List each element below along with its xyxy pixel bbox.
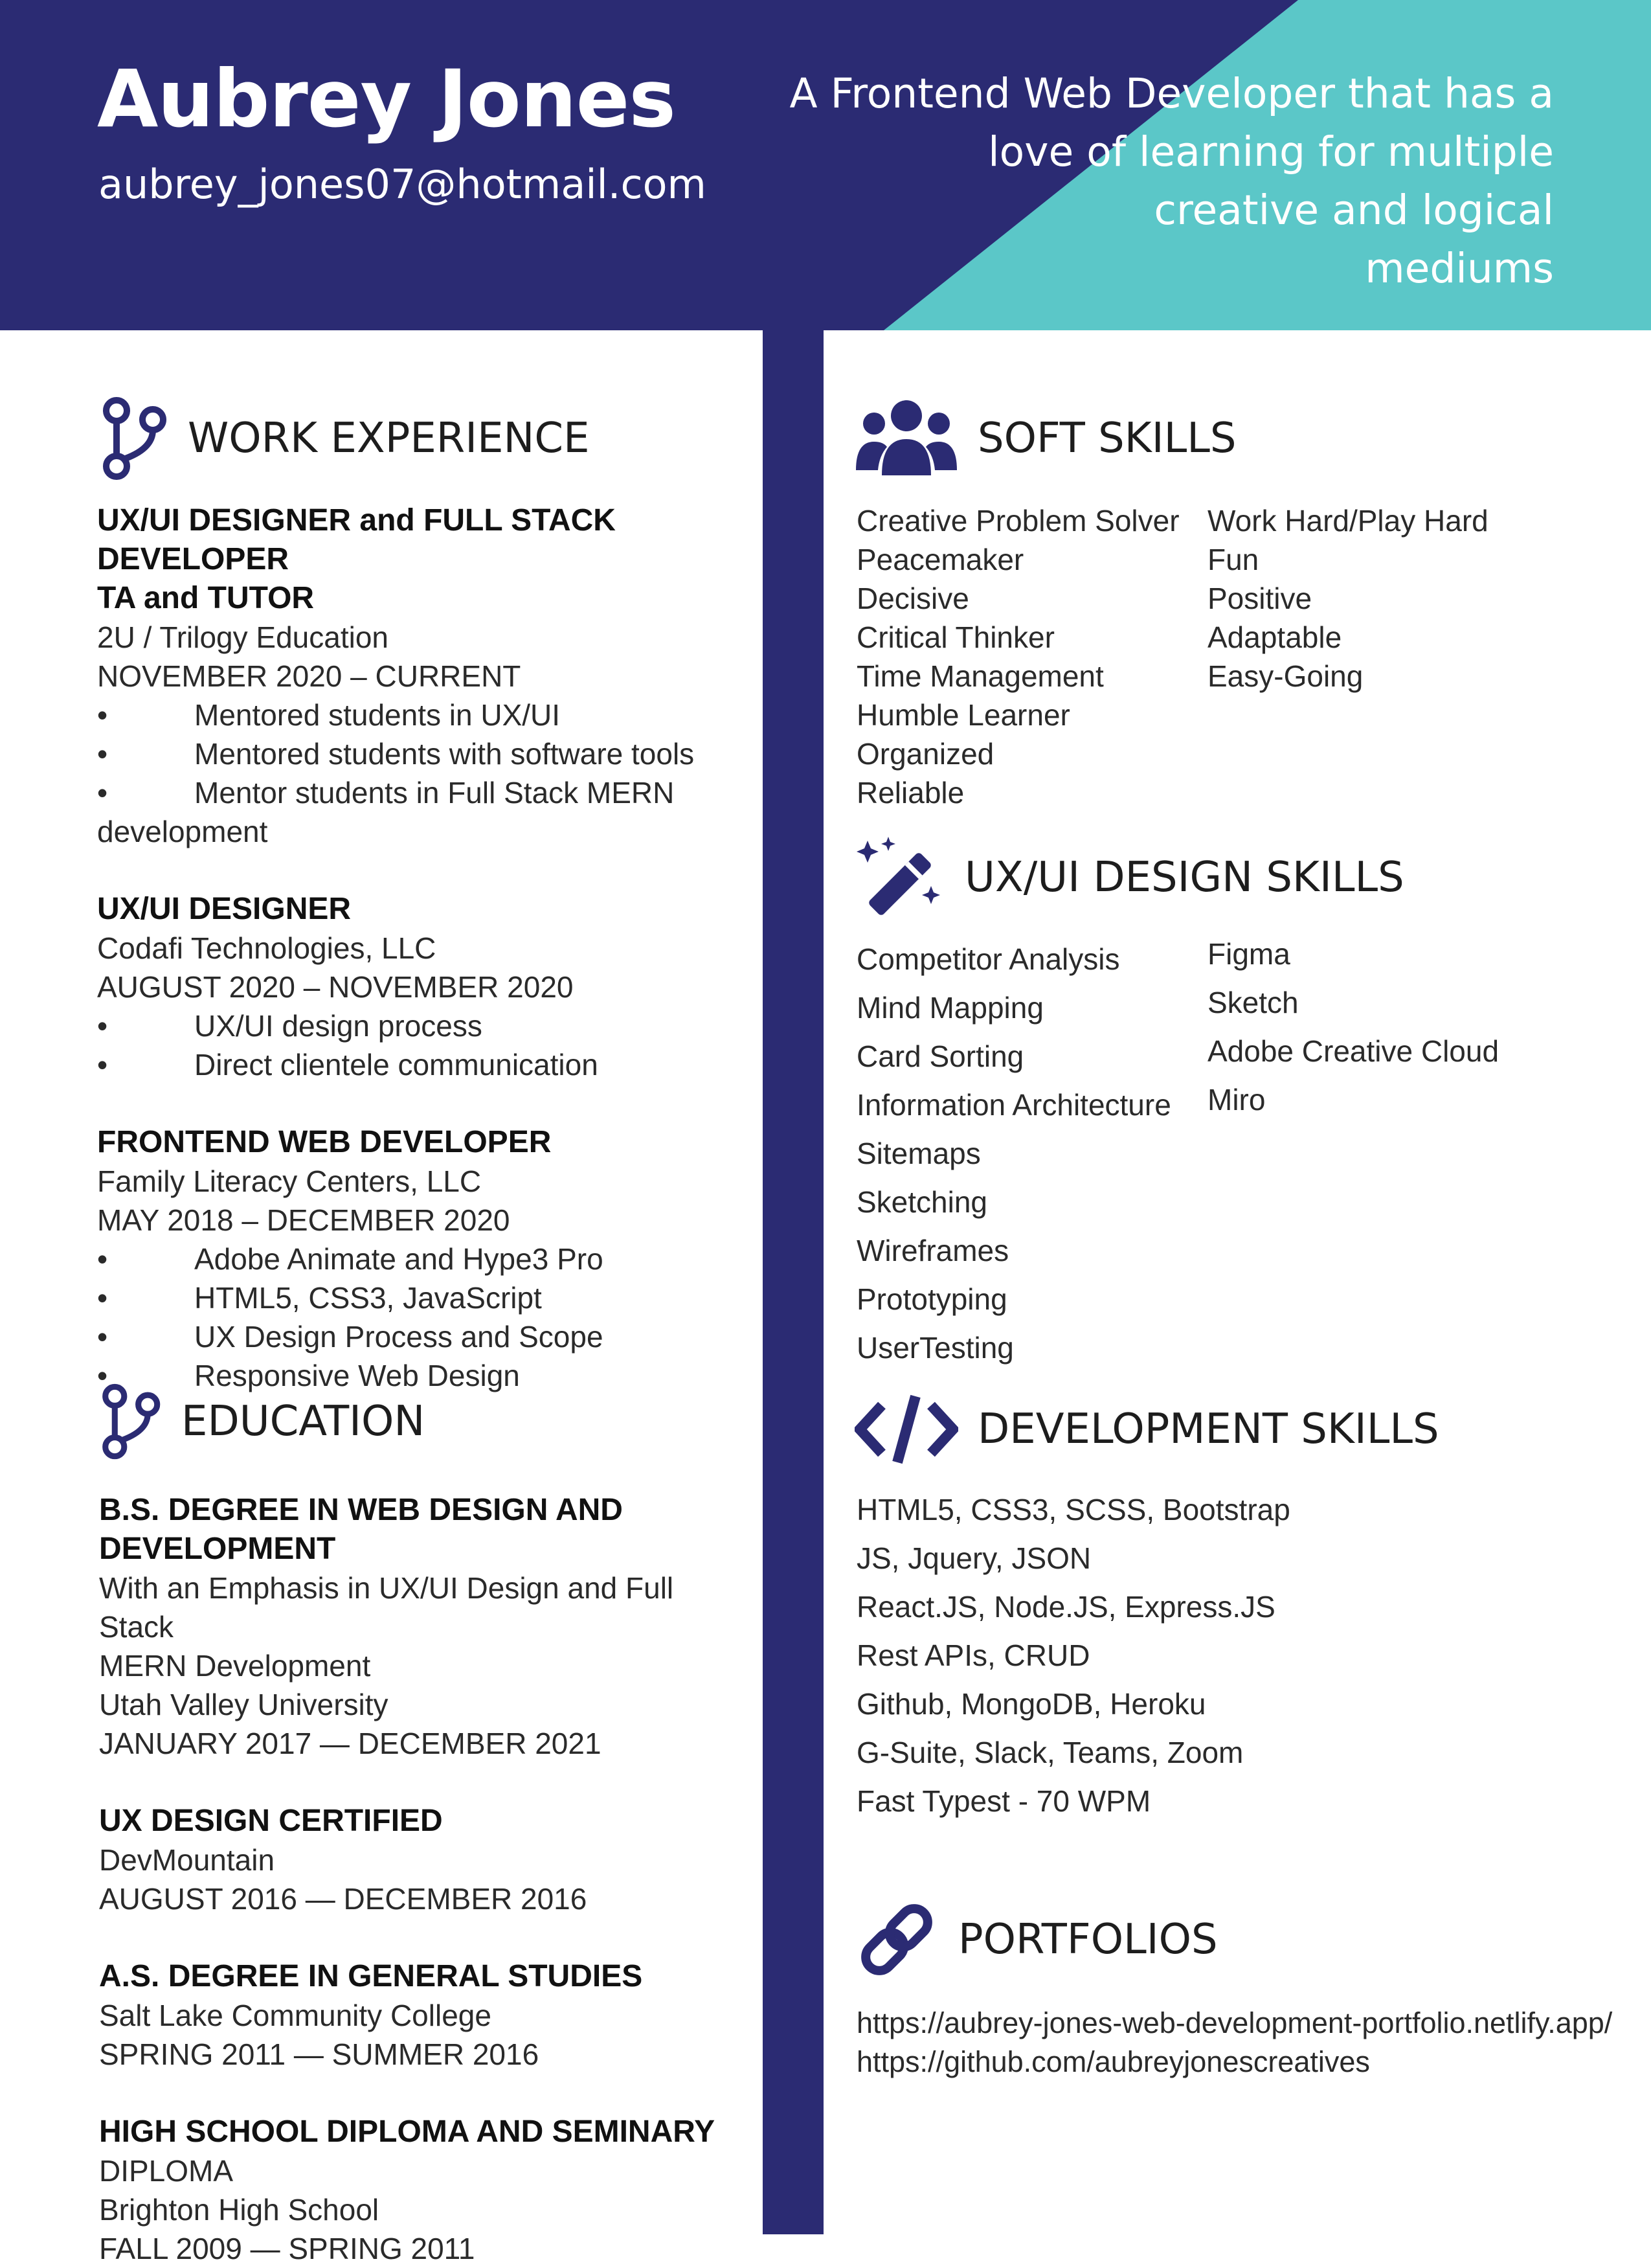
portfolio-link[interactable]: https://aubrey-jones-web-development-portfolio.netlify.app/	[857, 2006, 1613, 2039]
skill-item: Miro	[1207, 1083, 1266, 1117]
soft-skills-header	[855, 396, 1237, 481]
skill-item: Decisive	[857, 582, 969, 615]
section-title: PORTFOLIOS	[958, 1916, 1218, 1964]
job-company: Family Literacy Centers, LLC	[97, 1164, 482, 1198]
job-title: FRONTEND WEB DEVELOPER	[97, 1125, 552, 1159]
dev-skills-list	[857, 1486, 1290, 1826]
skill-item: Github, MongoDB, Heroku	[857, 1687, 1206, 1721]
portfolio-link[interactable]: https://github.com/aubreyjonescreatives	[857, 2045, 1370, 2078]
branch-icon	[97, 396, 168, 481]
portfolio-links	[857, 2004, 1612, 2081]
education-line: FALL 2009 — SPRING 2011	[99, 2232, 475, 2265]
branch-icon	[97, 1379, 162, 1464]
job-title: UX/UI DESIGNER	[97, 892, 352, 926]
job-bullet: • Mentored students with software tools	[97, 737, 695, 771]
skill-item: Time Management	[857, 659, 1104, 693]
education-line: MERN Development	[99, 1649, 371, 1683]
link-icon	[855, 1898, 939, 1982]
column-divider	[763, 330, 824, 2234]
skill-item: HTML5, CSS3, SCSS, Bootstrap	[857, 1493, 1290, 1526]
education-line: DevMountain	[99, 1843, 275, 1877]
skill-item: Figma	[1207, 937, 1290, 971]
skill-item: Sitemaps	[857, 1137, 981, 1170]
job-bullet: • Adobe Animate and Hype3 Pro	[97, 1242, 603, 1276]
job-title: UX/UI DESIGNER and FULL STACK DEVELOPER	[97, 503, 616, 576]
users-icon	[855, 396, 958, 481]
degree-title: HIGH SCHOOL DIPLOMA AND SEMINARY	[99, 2115, 715, 2149]
skill-item: UserTesting	[857, 1331, 1014, 1365]
job-bullet: • UX Design Process and Scope	[97, 1320, 603, 1354]
skill-item: Critical Thinker	[857, 620, 1055, 654]
job-entry	[97, 501, 745, 851]
work-list	[97, 501, 745, 1395]
job-bullet: • Direct clientele communication	[97, 1048, 598, 1082]
skill-item: Sketching	[857, 1185, 988, 1219]
skill-item: Fast Typest - 70 WPM	[857, 1784, 1151, 1818]
candidate-name: Aubrey Jones	[97, 53, 675, 145]
magic-wand-icon	[855, 835, 945, 920]
candidate-email[interactable]: aubrey_jones07@hotmail.com	[98, 161, 706, 208]
skill-item: Adobe Creative Cloud	[1207, 1034, 1499, 1068]
skill-item: JS, Jquery, JSON	[857, 1541, 1092, 1575]
job-dates: NOVEMBER 2020 – CURRENT	[97, 659, 521, 693]
job-dates: MAY 2018 – DECEMBER 2020	[97, 1203, 510, 1237]
skill-item: Reliable	[857, 776, 965, 810]
education-line: JANUARY 2017 — DECEMBER 2021	[99, 1727, 601, 1760]
education-entry	[99, 1491, 753, 1763]
education-entry	[99, 1802, 753, 1918]
header-banner	[0, 0, 1651, 330]
job-dates: AUGUST 2020 – NOVEMBER 2020	[97, 970, 574, 1004]
degree-title: UX DESIGN CERTIFIED	[99, 1804, 443, 1838]
education-line: Brighton High School	[99, 2193, 379, 2227]
skill-item: Information Architecture	[857, 1088, 1171, 1122]
skill-item: Fun	[1207, 543, 1259, 576]
degree-title: A.S. DEGREE IN GENERAL STUDIES	[99, 1959, 643, 1993]
skill-item: React.JS, Node.JS, Express.JS	[857, 1590, 1275, 1624]
job-entry	[97, 1123, 745, 1395]
skill-item: Rest APIs, CRUD	[857, 1639, 1090, 1672]
skill-item: Adaptable	[1207, 620, 1342, 654]
section-title: DEVELOPMENT SKILLS	[978, 1405, 1439, 1453]
education-entry	[99, 2113, 753, 2268]
education-line: Salt Lake Community College	[99, 1999, 491, 2032]
tagline-line: A Frontend Web Developer that has a	[789, 70, 1554, 117]
portfolios-header	[855, 1898, 1218, 1982]
ux-skills-header	[855, 835, 1404, 920]
tagline-line: mediums	[1365, 245, 1554, 292]
soft-skills-col1	[857, 501, 1180, 812]
degree-title: B.S. DEGREE IN WEB DESIGN AND DEVELOPMENT	[99, 1493, 623, 1566]
work-experience-header	[97, 396, 590, 481]
soft-skills-col2	[1207, 501, 1488, 696]
job-bullet: • Mentored students in UX/UI	[97, 698, 561, 732]
skill-item: Mind Mapping	[857, 991, 1044, 1025]
dev-skills-header	[855, 1394, 1439, 1465]
education-line: SPRING 2011 — SUMMER 2016	[99, 2037, 539, 2071]
skill-item: Peacemaker	[857, 543, 1024, 576]
ux-skills-col2	[1207, 930, 1499, 1124]
tagline-line: love of learning for multiple	[988, 128, 1554, 176]
skill-item: Competitor Analysis	[857, 942, 1120, 976]
job-title: TA and TUTOR	[97, 581, 315, 615]
skill-item: Positive	[1207, 582, 1312, 615]
job-bullet: • Responsive Web Design	[97, 1359, 520, 1392]
education-list	[99, 1491, 753, 2268]
education-line: AUGUST 2016 — DECEMBER 2016	[99, 1882, 587, 1916]
job-company: Codafi Technologies, LLC	[97, 931, 436, 965]
code-icon	[855, 1394, 958, 1465]
education-line: With an Emphasis in UX/UI Design and Full Stack	[99, 1571, 674, 1644]
education-header	[97, 1379, 425, 1464]
education-entry	[99, 1957, 753, 2074]
skill-item: Creative Problem Solver	[857, 504, 1180, 538]
job-company: 2U / Trilogy Education	[97, 620, 389, 654]
job-bullet: • UX/UI design process	[97, 1009, 482, 1043]
skill-item: Prototyping	[857, 1282, 1007, 1316]
job-entry	[97, 890, 745, 1084]
education-line: Utah Valley University	[99, 1688, 388, 1721]
section-title: UX/UI DESIGN SKILLS	[965, 854, 1404, 902]
section-title: WORK EXPERIENCE	[188, 414, 590, 462]
ux-skills-col1	[857, 935, 1171, 1372]
skill-item: Wireframes	[857, 1234, 1009, 1267]
education-line: DIPLOMA	[99, 2154, 234, 2188]
section-title: EDUCATION	[181, 1398, 425, 1446]
skill-item: Card Sorting	[857, 1039, 1024, 1073]
tagline	[712, 65, 1554, 298]
skill-item: Humble Learner	[857, 698, 1070, 732]
job-bullet: • Mentor students in Full Stack MERN	[97, 776, 675, 810]
section-title: SOFT SKILLS	[978, 414, 1237, 462]
skill-item: G-Suite, Slack, Teams, Zoom	[857, 1736, 1244, 1769]
skill-item: Sketch	[1207, 986, 1299, 1019]
skill-item: Work Hard/Play Hard	[1207, 504, 1488, 538]
job-bullet-continuation: development	[97, 815, 268, 848]
skill-item: Organized	[857, 737, 994, 771]
job-bullet: • HTML5, CSS3, JavaScript	[97, 1281, 542, 1315]
tagline-line: creative and logical	[1154, 187, 1554, 234]
skill-item: Easy-Going	[1207, 659, 1364, 693]
